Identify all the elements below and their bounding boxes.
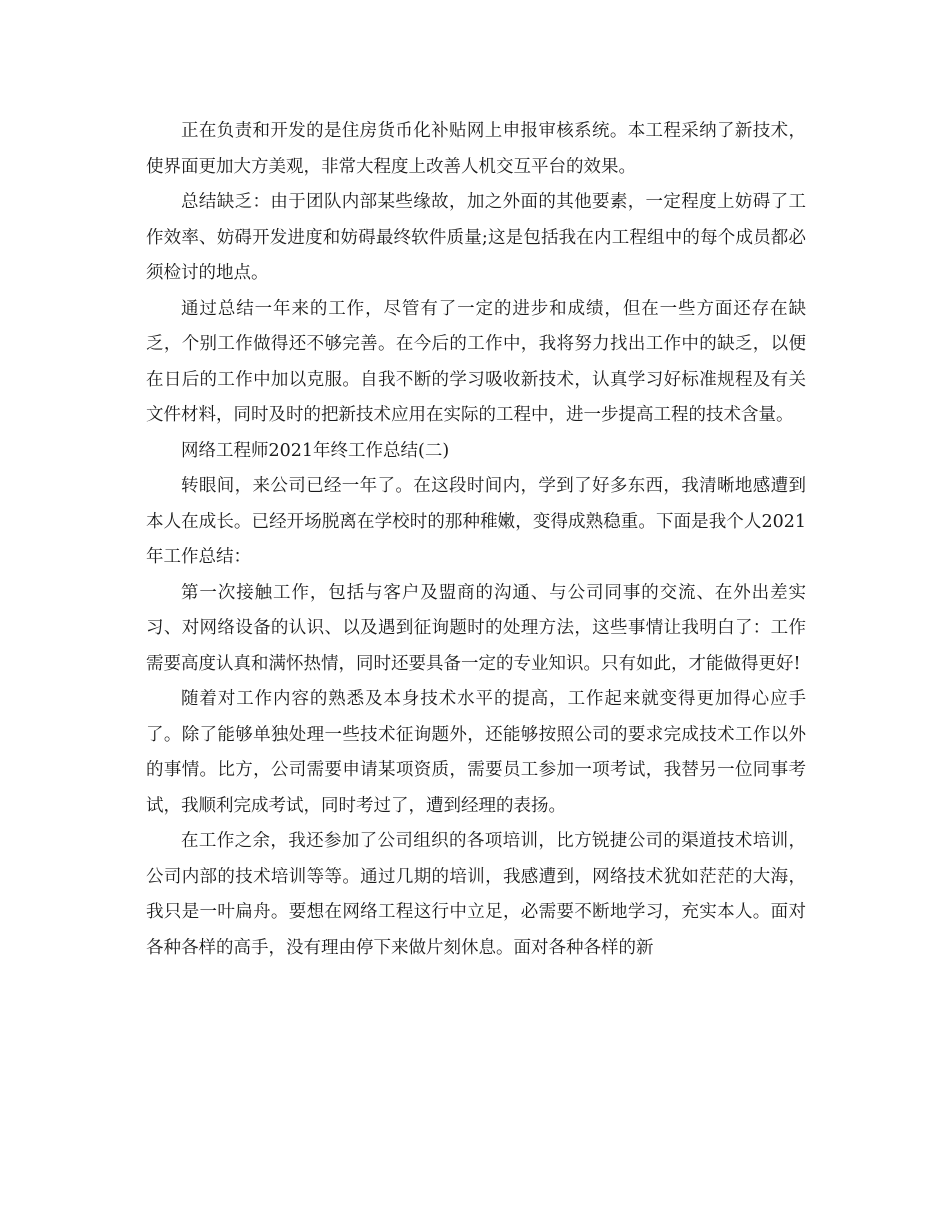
paragraph: 第一次接触工作，包括与客户及盟商的沟通、与公司同事的交流、在外出差实习、对网络设备的认识、以及遇到征询题时的处理方法，这些事情让我明白了：工作需要高度认真和满怀热情，同时还要具备一定的专业知识。只有如此，才能做得更好! <box>146 582 806 674</box>
paragraph: 通过总结一年来的工作，尽管有了一定的进步和成绩，但在一些方面还存在缺乏，个别工作做得还不够完善。在今后的工作中，我将努力找出工作中的缺乏，以便在日后的工作中加以克服。自我不断的学习吸收新技术，认真学习好标准规程及有关文件材料，同时及时的把新技术应用在实际的工程中，进一步提高工程的技术含量。 <box>146 298 806 425</box>
paragraph: 转眼间，来公司已经一年了。在这段时间内，学到了好多东西，我清晰地感遭到本人在成长。已经开场脱离在学校时的那种稚嫩，变得成熟稳重。下面是我个人2021年工作总结： <box>146 476 806 567</box>
section-heading: 网络工程师2021年终工作总结(二) <box>181 440 450 461</box>
paragraph: 总结缺乏：由于团队内部某些缘故，加之外面的其他要素，一定程度上妨碍了工作效率、妨碍开发进度和妨碍最终软件质量;这是包括我在内工程组中的每个成员都必须检讨的地点。 <box>146 192 806 283</box>
document-body <box>146 114 806 966</box>
paragraph: 正在负责和开发的是住房货币化补贴网上申报审核系统。本工程采纳了新技术，使界面更加大方美观，非常大程度上改善人机交互平台的效果。 <box>146 121 806 177</box>
paragraph: 随着对工作内容的熟悉及本身技术水平的提高，工作起来就变得更加得心应手了。除了能够单独处理一些技术征询题外，还能够按照公司的要求完成技术工作以外的事情。比方，公司需要申请某项资质，需要员工参加一项考试，我替另一位同事考试，我顺利完成考试，同时考过了，遭到经理的表扬。 <box>146 689 806 816</box>
paragraph: 在工作之余，我还参加了公司组织的各项培训，比方锐捷公司的渠道技术培训，公司内部的技术培训等等。通过几期的培训，我感遭到，网络技术犹如茫茫的大海，我只是一叶扁舟。要想在网络工程这行中立足，必需要不断地学习，充实本人。面对各种各样的高手，没有理由停下来做片刻休息。面对各种各样的新 <box>146 831 806 958</box>
